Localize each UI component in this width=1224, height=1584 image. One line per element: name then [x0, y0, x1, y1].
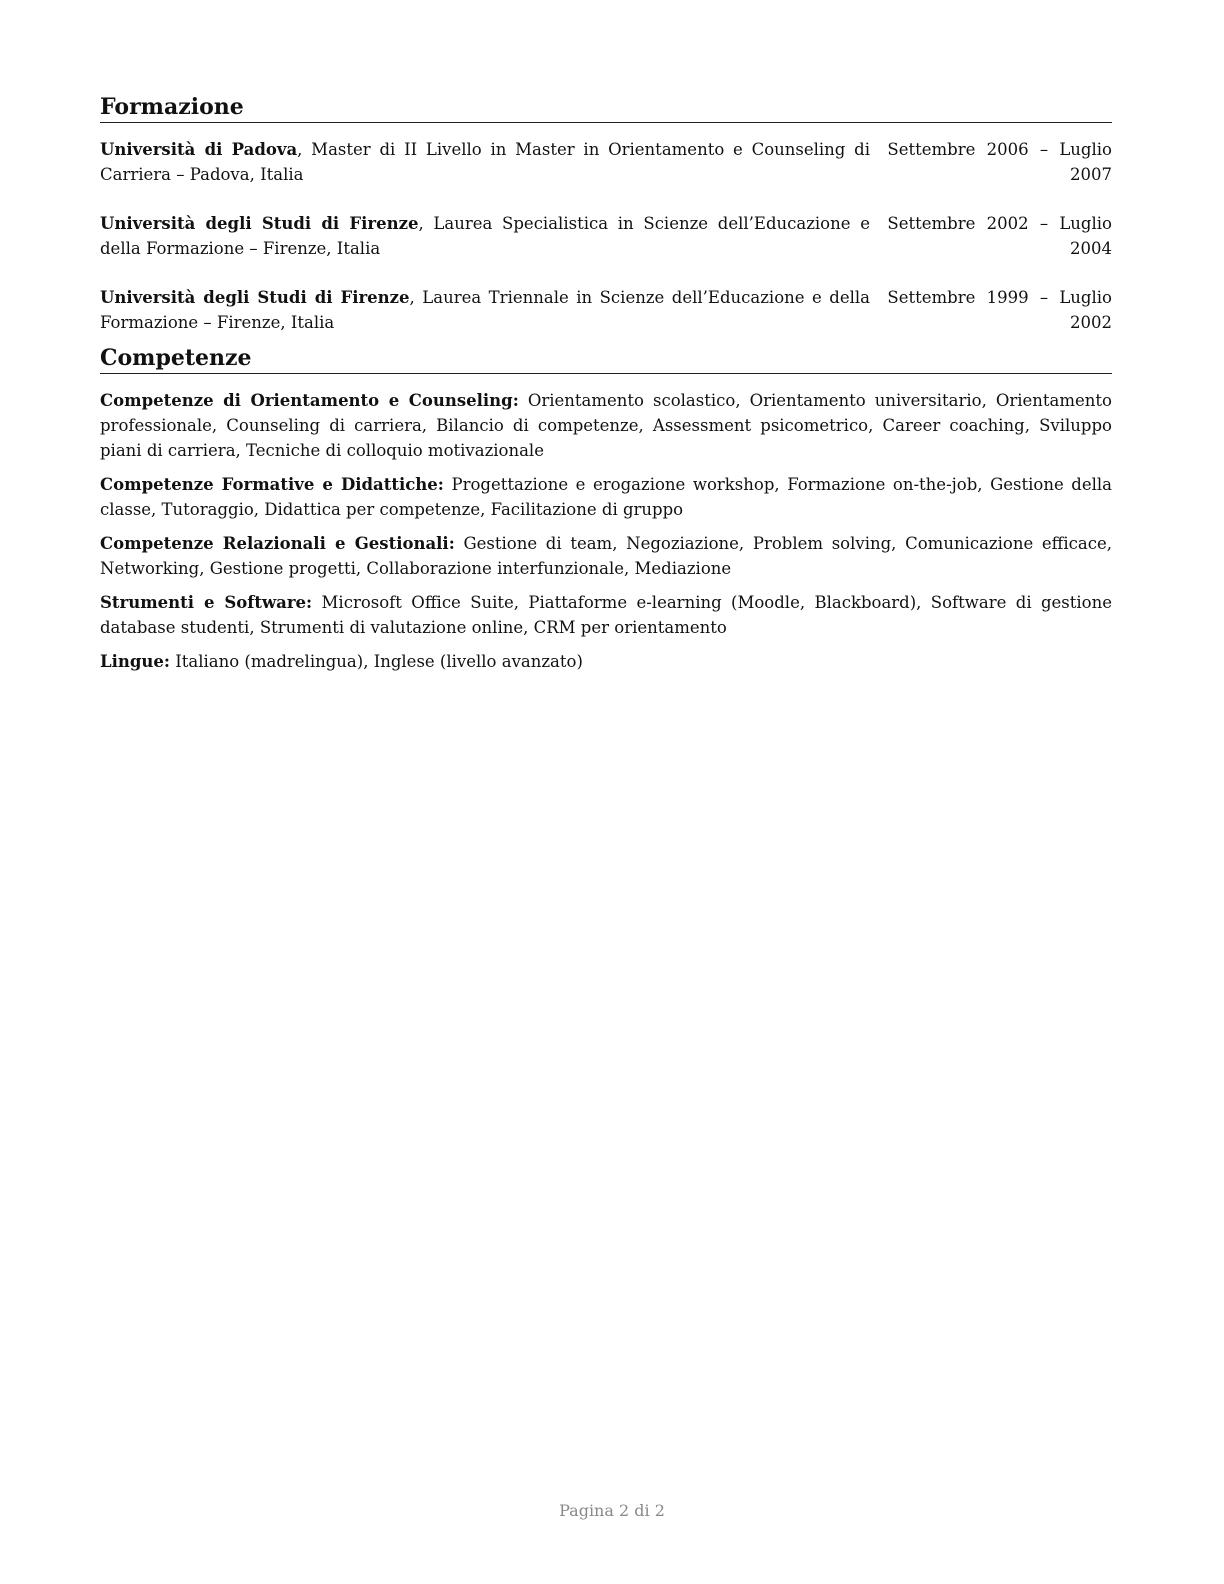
document-page [100, 92, 1112, 683]
education-text [100, 211, 870, 261]
education-description: , Laurea Specialistica in Scienze dell’Educazione e della Formazione – Firenze, Italia [100, 214, 870, 258]
education-date: Settembre 1999 – Luglio 2002 [887, 288, 1112, 332]
skill-text: Progettazione e erogazione workshop, Formazione on-the-job, Gestione della classe, Tutoraggio, Didattica per competenze, Facilitazione di gruppo [100, 475, 1113, 519]
education-date: Settembre 2002 – Luglio 2004 [887, 214, 1112, 258]
skills-list [100, 388, 1112, 674]
section-title-competenze: Competenze [100, 343, 1112, 374]
section-title-formazione: Formazione [100, 92, 1112, 123]
skill-label: Competenze Formative e Didattiche: [100, 475, 444, 494]
skill-item [100, 472, 1112, 522]
education-list [100, 137, 1112, 335]
education-description: , Master di II Livello in Master in Orientamento e Counseling di Carriera – Padova, Italia [100, 140, 870, 184]
education-date: Settembre 2006 – Luglio 2007 [887, 140, 1112, 184]
skill-item [100, 649, 1112, 674]
skill-text: Microsoft Office Suite, Piattaforme e-learning (Moodle, Blackboard), Software di gestione database studenti, Strumenti di valutazione online, CRM per orientamento [100, 593, 1112, 637]
education-institution: Università degli Studi di Firenze [100, 214, 419, 233]
education-text [100, 137, 870, 187]
education-description: , Laurea Triennale in Scienze dell’Educazione e della Formazione – Firenze, Italia [100, 288, 870, 332]
skill-item [100, 531, 1112, 581]
skill-item [100, 590, 1112, 640]
education-item [100, 285, 1112, 335]
skill-label: Lingue: [100, 652, 170, 671]
education-text [100, 285, 870, 335]
skill-label: Competenze di Orientamento e Counseling: [100, 391, 519, 410]
education-institution: Università di Padova [100, 140, 298, 159]
skill-text: Italiano (madrelingua), Inglese (livello avanzato) [170, 652, 583, 671]
education-item [100, 137, 1112, 187]
skill-label: Strumenti e Software: [100, 593, 313, 612]
skill-text: Gestione di team, Negoziazione, Problem solving, Comunicazione efficace, Networking, Gestione progetti, Collaborazione interfunzionale, Mediazione [100, 534, 1112, 578]
education-institution: Università degli Studi di Firenze [100, 288, 410, 307]
skill-item [100, 388, 1112, 463]
page-number-footer: Pagina 2 di 2 [559, 1501, 665, 1520]
skill-text: Orientamento scolastico, Orientamento universitario, Orientamento professionale, Counseling di carriera, Bilancio di competenze, Assessment psicometrico, Career coaching, Sviluppo piani di carriera, Tecniche di colloquio motivazionale [100, 391, 1112, 460]
education-item [100, 211, 1112, 261]
skill-label: Competenze Relazionali e Gestionali: [100, 534, 455, 553]
